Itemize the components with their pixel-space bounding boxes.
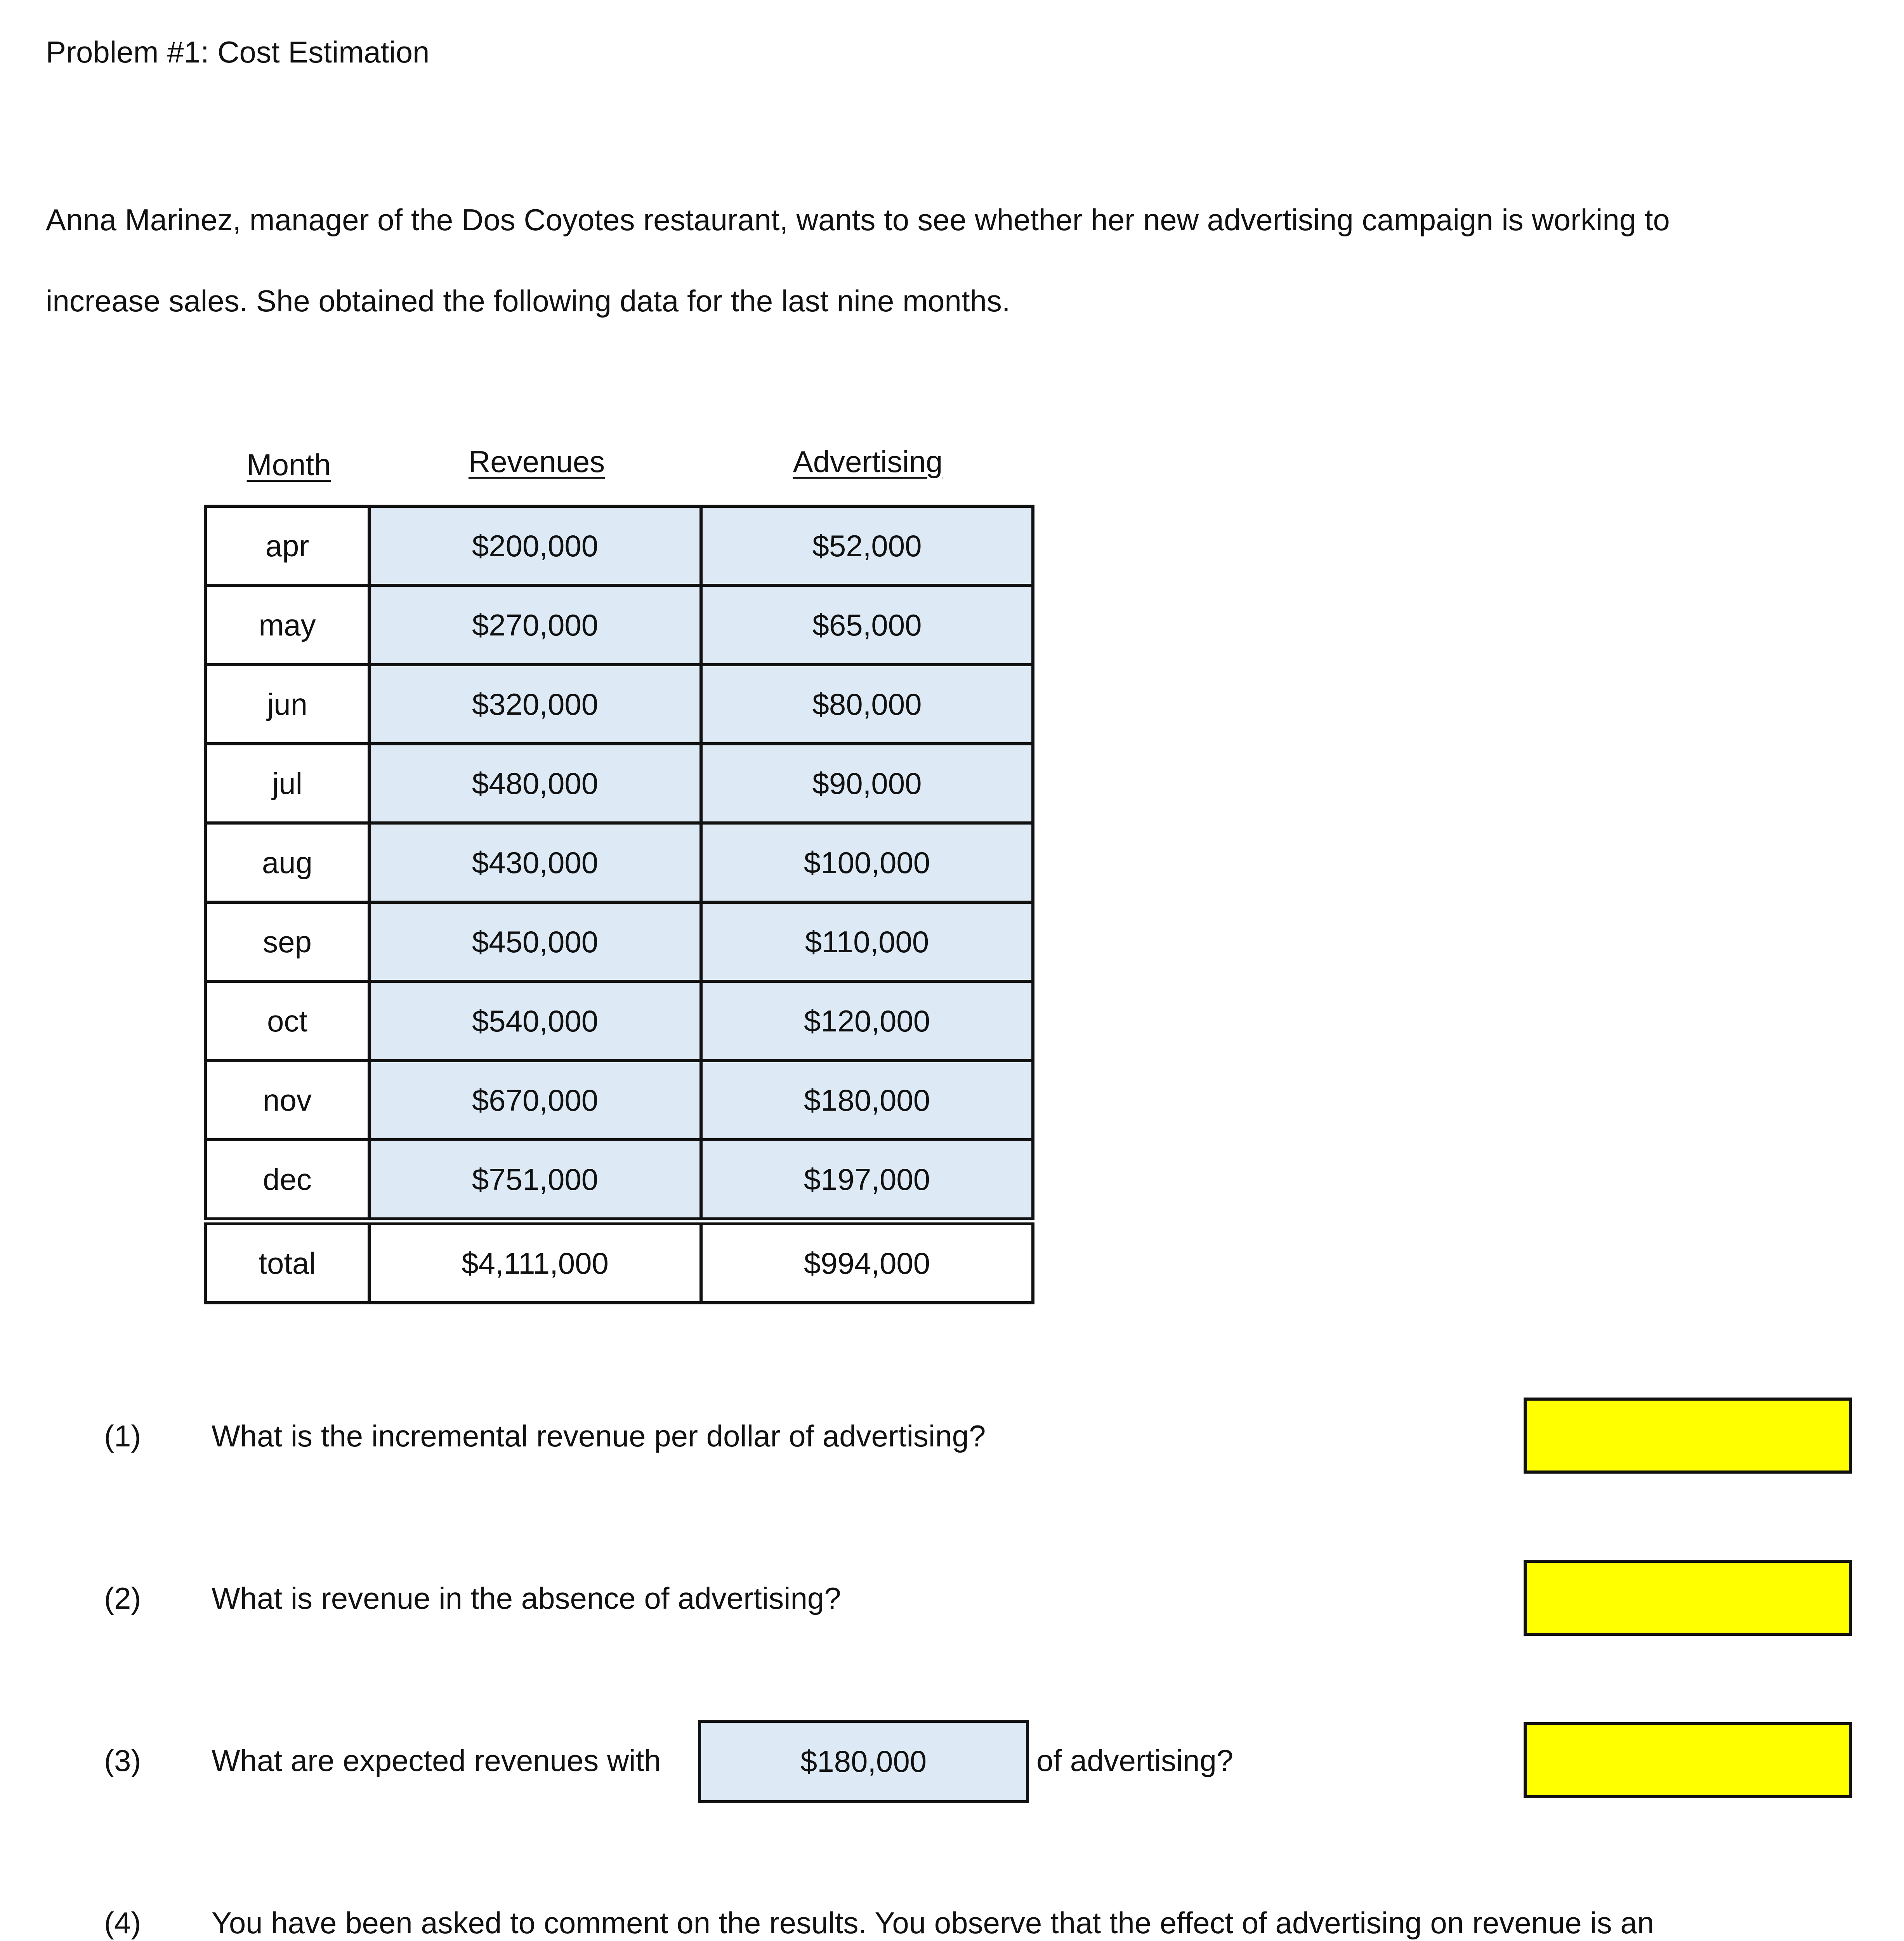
table-row (205, 902, 1033, 981)
advertising-cell[interactable]: $80,000 (701, 665, 1033, 744)
month-cell: jun (205, 665, 369, 744)
answer-3-input[interactable] (1524, 1722, 1852, 1798)
table-row (205, 981, 1033, 1061)
revenue-cell[interactable]: $670,000 (369, 1061, 701, 1140)
table-row (205, 585, 1033, 665)
total-revenue-cell[interactable]: $4,111,000 (369, 1221, 701, 1303)
revenue-cell[interactable]: $320,000 (369, 665, 701, 744)
question-2-text: What is revenue in the absence of advertising? (212, 1581, 841, 1615)
column-header-month: Month (246, 448, 331, 482)
advertising-cell[interactable]: $197,000 (701, 1140, 1033, 1221)
advertising-cell[interactable]: $52,000 (701, 506, 1033, 585)
table-row (205, 823, 1033, 902)
table-total-row (205, 1221, 1033, 1303)
question-3-text-before: What are expected revenues with (212, 1743, 661, 1778)
total-advertising-cell[interactable]: $994,000 (701, 1221, 1033, 1303)
month-cell: jul (205, 744, 369, 823)
month-cell: may (205, 585, 369, 665)
table-row (205, 1061, 1033, 1140)
advertising-cell[interactable]: $90,000 (701, 744, 1033, 823)
advertising-cell[interactable]: $120,000 (701, 981, 1033, 1061)
question-1-number: (1) (104, 1419, 141, 1453)
advertising-cell[interactable]: $65,000 (701, 585, 1033, 665)
question-3-number: (3) (104, 1743, 141, 1778)
question-2-number: (2) (104, 1581, 141, 1615)
answer-2-input[interactable] (1524, 1560, 1852, 1636)
revenue-cell[interactable]: $200,000 (369, 506, 701, 585)
month-cell: aug (205, 823, 369, 902)
question-4-line-1: You have been asked to comment on the results. You observe that the effect of advertising on revenue is an (212, 1906, 1654, 1940)
table-row (205, 506, 1033, 585)
total-label-cell: total (205, 1221, 369, 1303)
column-header-advertising: Advertising (793, 444, 943, 479)
revenue-advertising-table (204, 505, 1034, 1304)
revenue-cell[interactable]: $751,000 (369, 1140, 701, 1221)
month-cell: nov (205, 1061, 369, 1140)
revenue-cell[interactable]: $430,000 (369, 823, 701, 902)
advertising-amount-input[interactable]: $180,000 (698, 1720, 1029, 1803)
revenue-cell[interactable]: $540,000 (369, 981, 701, 1061)
table-row (205, 744, 1033, 823)
revenue-cell[interactable]: $450,000 (369, 902, 701, 981)
month-cell: dec (205, 1140, 369, 1221)
answer-1-input[interactable] (1524, 1398, 1852, 1474)
page-title: Problem #1: Cost Estimation (46, 35, 430, 69)
advertising-cell[interactable]: $100,000 (701, 823, 1033, 902)
month-cell: oct (205, 981, 369, 1061)
month-cell: apr (205, 506, 369, 585)
revenue-cell[interactable]: $480,000 (369, 744, 701, 823)
revenue-cell[interactable]: $270,000 (369, 585, 701, 665)
table-row (205, 1140, 1033, 1221)
month-cell: sep (205, 902, 369, 981)
column-header-revenues: Revenues (468, 444, 605, 479)
question-3-text-after: of advertising? (1036, 1743, 1234, 1778)
advertising-cell[interactable]: $110,000 (701, 902, 1033, 981)
table-row (205, 665, 1033, 744)
intro-line-1: Anna Marinez, manager of the Dos Coyotes restaurant, wants to see whether her new advertising campaign is working to (46, 203, 1670, 237)
question-1-text: What is the incremental revenue per dollar of advertising? (212, 1419, 986, 1453)
advertising-cell[interactable]: $180,000 (701, 1061, 1033, 1140)
intro-line-2: increase sales. She obtained the following data for the last nine months. (46, 284, 1010, 318)
question-4-number: (4) (104, 1906, 141, 1940)
